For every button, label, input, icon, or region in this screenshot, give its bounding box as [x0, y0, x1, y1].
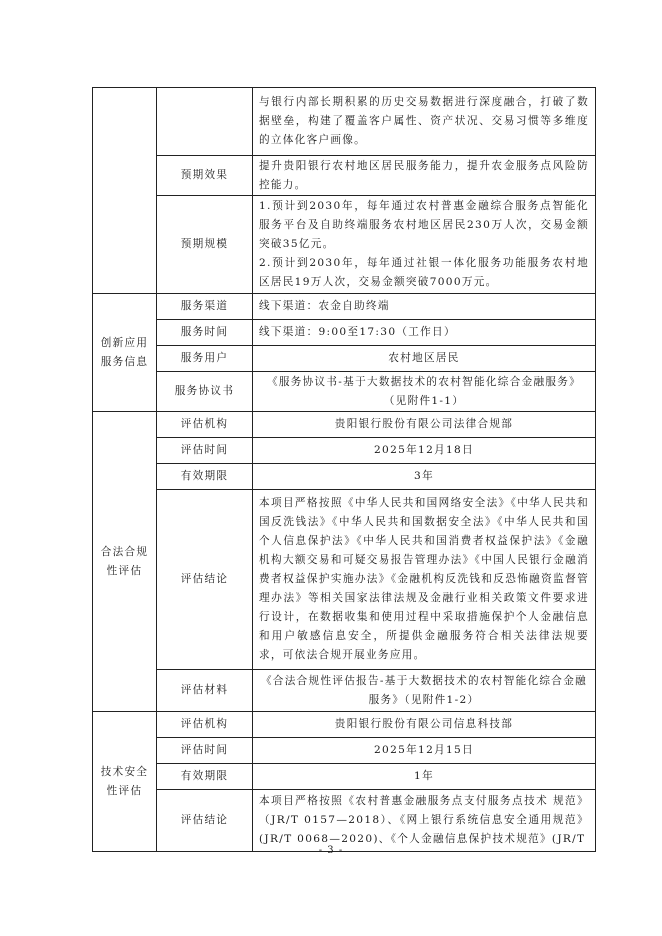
- legal-assessment-category: 合法合规性评估: [93, 412, 157, 712]
- tech-time-value: 2025年12月15日: [253, 738, 596, 764]
- blank-category-cell: [93, 88, 157, 294]
- table-row: [93, 670, 596, 712]
- service-channel-label: 服务渠道: [157, 294, 253, 320]
- table-row: [93, 320, 596, 346]
- tech-time-label: 评估时间: [157, 738, 253, 764]
- legal-time-value: 2025年12月18日: [253, 438, 596, 464]
- page-number: - 3 -: [318, 845, 344, 856]
- blank-label-cell: [157, 88, 253, 156]
- table-row: [93, 712, 596, 738]
- project-info-table: [92, 87, 596, 852]
- service-info-category: 创新应用服务信息: [93, 294, 157, 412]
- table-row: [93, 790, 596, 852]
- table-row: [93, 464, 596, 490]
- service-agreement-value: 《服务协议书-基于大数据技术的农村智能化综合金融服务》（见附件1-1）: [253, 372, 596, 412]
- table-row: [93, 346, 596, 372]
- expected-scale-label: 预期规模: [157, 196, 253, 294]
- legal-conclusion-label: 评估结论: [157, 490, 253, 670]
- tech-conclusion-label: 评估结论: [157, 790, 253, 852]
- legal-org-value: 贵阳银行股份有限公司法律合规部: [253, 412, 596, 438]
- table-row: [93, 88, 596, 156]
- table-row: [93, 438, 596, 464]
- legal-material-label: 评估材料: [157, 670, 253, 712]
- legal-time-label: 评估时间: [157, 438, 253, 464]
- tech-assessment-category: 技术安全性评估: [93, 712, 157, 852]
- table-row: [93, 156, 596, 196]
- legal-validity-value: 3年: [253, 464, 596, 490]
- service-users-label: 服务用户: [157, 346, 253, 372]
- expected-scale-item-1: 1.预计到2030年，每年通过农村普惠金融综合服务点智能化服务平台及自助终端服务农村地区居民230万人次，交易金额突破35亿元。: [259, 200, 589, 250]
- tech-org-value: 贵阳银行股份有限公司信息科技部: [253, 712, 596, 738]
- table-row: [93, 412, 596, 438]
- expected-scale-value: [253, 196, 596, 294]
- legal-conclusion-value: 本项目严格按照《中华人民共和国网络安全法》《中华人民共和国反洗钱法》《中华人民共和国数据安全法》《中华人民共和国个人信息保护法》《中华人民共和国消费者权益保护法》《金融机构大额交易和可疑交易报告管理办法》《中国人民银行金融消费者权益保护实施办法》《金融机构反洗钱和反恐怖融资监督管理办法》等相关国家法律法规及金融行业相关政策文件要求进行设计，在数据收集和使用过程中采取措施保护个人金融信息和用户敏感信息安全，所提供金融服务符合相关法律法规要求，可依法合规开展业务应用。: [253, 490, 596, 670]
- tech-validity-label: 有效期限: [157, 764, 253, 790]
- legal-org-label: 评估机构: [157, 412, 253, 438]
- tech-validity-value: 1年: [253, 764, 596, 790]
- legal-material-value: 《合法合规性评估报告-基于大数据技术的农村智能化综合金融服务》（见附件1-2）: [253, 670, 596, 712]
- table-row: [93, 764, 596, 790]
- tech-conclusion-value: 本项目严格按照《农村普惠金融服务点支付服务点技术 规范》（JR/T 0157—2018）、《网上银行系统信息安全通用规范》(JR/T 0068—2020)、《个人金融信息保护技术规范》(JR/T: [253, 790, 596, 852]
- service-channel-value: 线下渠道：农金自助终端: [253, 294, 596, 320]
- service-agreement-label: 服务协议书: [157, 372, 253, 412]
- table-row: [93, 294, 596, 320]
- expected-effect-value: 提升贵阳银行农村地区居民服务能力，提升农金服务点风险防控能力。: [253, 156, 596, 196]
- service-time-value: 线下渠道：9:00至17:30（工作日）: [253, 320, 596, 346]
- expected-effect-label: 预期效果: [157, 156, 253, 196]
- expected-scale-item-2: 2.预计到2030年，每年通过社银一体化服务功能服务农村地区居民19万人次，交易金额突破7000万元。: [259, 257, 589, 288]
- tech-org-label: 评估机构: [157, 712, 253, 738]
- table-row: [93, 372, 596, 412]
- table-row: [93, 196, 596, 294]
- service-time-label: 服务时间: [157, 320, 253, 346]
- table-row: [93, 738, 596, 764]
- legal-validity-label: 有效期限: [157, 464, 253, 490]
- table-row: [93, 490, 596, 670]
- service-users-value: 农村地区居民: [253, 346, 596, 372]
- intro-value: 与银行内部长期积累的历史交易数据进行深度融合，打破了数据壁垒，构建了覆盖客户属性、资产状况、交易习惯等多维度的立体化客户画像。: [253, 88, 596, 156]
